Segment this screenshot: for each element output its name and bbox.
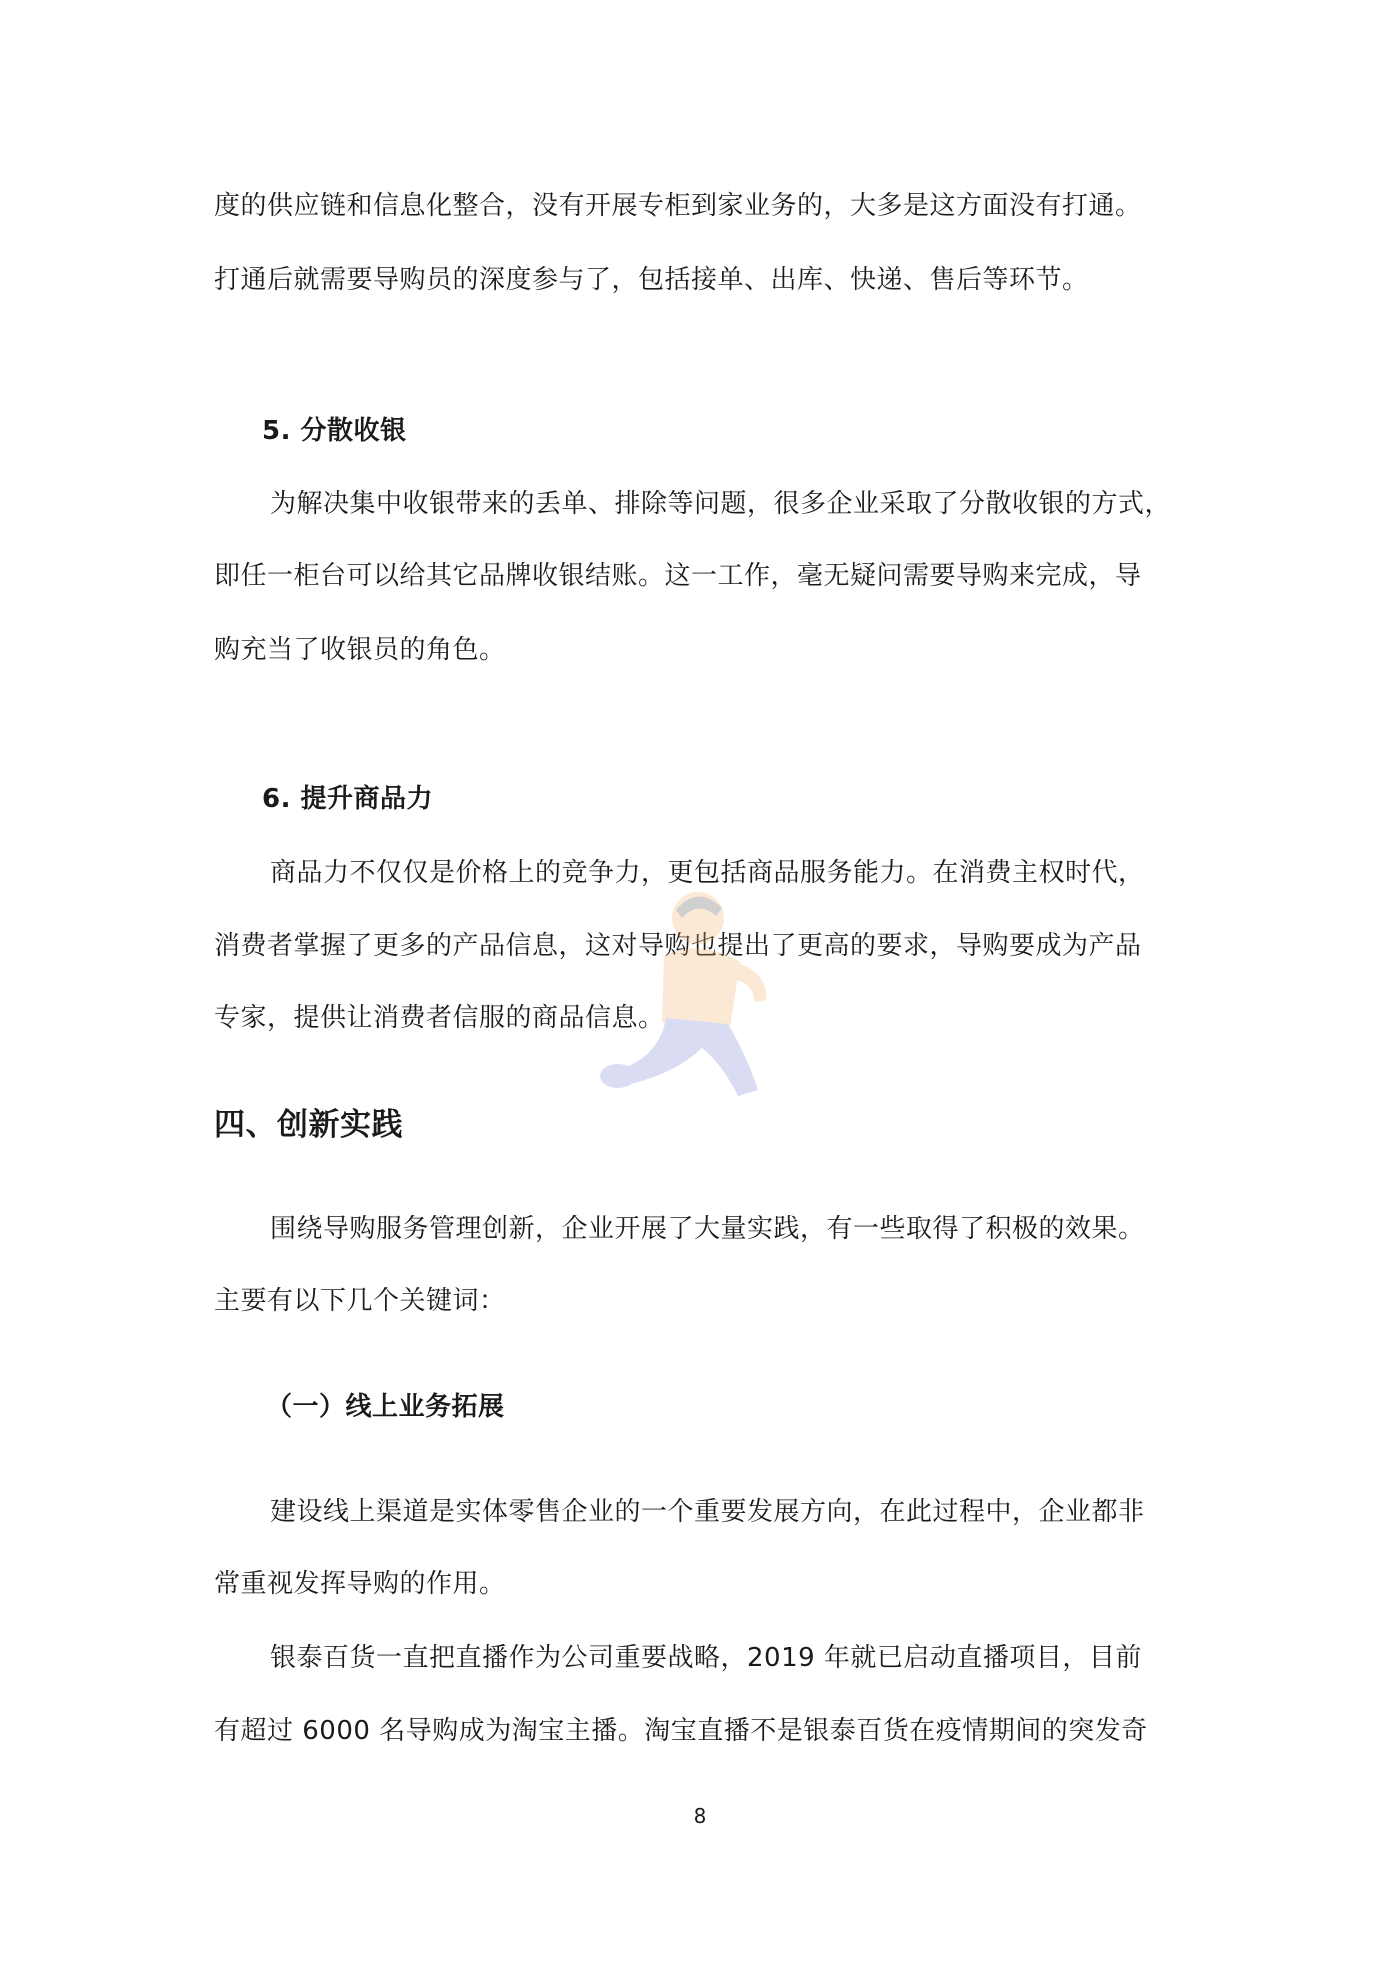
subsection-heading: 6. 提升商品力 — [262, 784, 434, 814]
paragraph-line: 银泰百货一直把直播作为公司重要战略，2019 年就已启动直播项目，目前 — [270, 1643, 1142, 1673]
paragraph-line: 常重视发挥导购的作用。 — [214, 1569, 506, 1599]
subsection-heading: （一）线上业务拓展 — [266, 1392, 505, 1422]
running-figure-watermark — [590, 878, 790, 1108]
section-heading: 四、创新实践 — [214, 1107, 403, 1143]
paragraph-line: 打通后就需要导购员的深度参与了，包括接单、出库、快递、售后等环节。 — [214, 265, 1089, 295]
paragraph-line: 有超过 6000 名导购成为淘宝主播。淘宝直播不是银泰百货在疫情期间的突发奇 — [214, 1716, 1148, 1746]
paragraph-line: 围绕导购服务管理创新，企业开展了大量实践，有一些取得了积极的效果。 — [270, 1214, 1145, 1244]
paragraph-line: 购充当了收银员的角色。 — [214, 635, 506, 665]
page-number: 8 — [693, 1804, 707, 1828]
paragraph-line: 即任一柜台可以给其它品牌收银结账。这一工作，毫无疑问需要导购来完成，导 — [214, 561, 1142, 591]
paragraph-line: 建设线上渠道是实体零售企业的一个重要发展方向，在此过程中，企业都非 — [270, 1497, 1145, 1527]
subsection-heading: 5. 分散收银 — [262, 416, 407, 446]
paragraph-line: 为解决集中收银带来的丢单、排除等问题，很多企业采取了分散收银的方式， — [270, 489, 1172, 519]
paragraph-line: 主要有以下几个关键词： — [214, 1286, 506, 1316]
paragraph-line: 商品力不仅仅是价格上的竞争力，更包括商品服务能力。在消费主权时代， — [270, 858, 1145, 888]
paragraph-line: 专家，提供让消费者信服的商品信息。 — [214, 1003, 665, 1033]
paragraph-line: 度的供应链和信息化整合，没有开展专柜到家业务的，大多是这方面没有打通。 — [214, 191, 1142, 221]
paragraph-line: 消费者掌握了更多的产品信息，这对导购也提出了更高的要求，导购要成为产品 — [214, 931, 1142, 961]
